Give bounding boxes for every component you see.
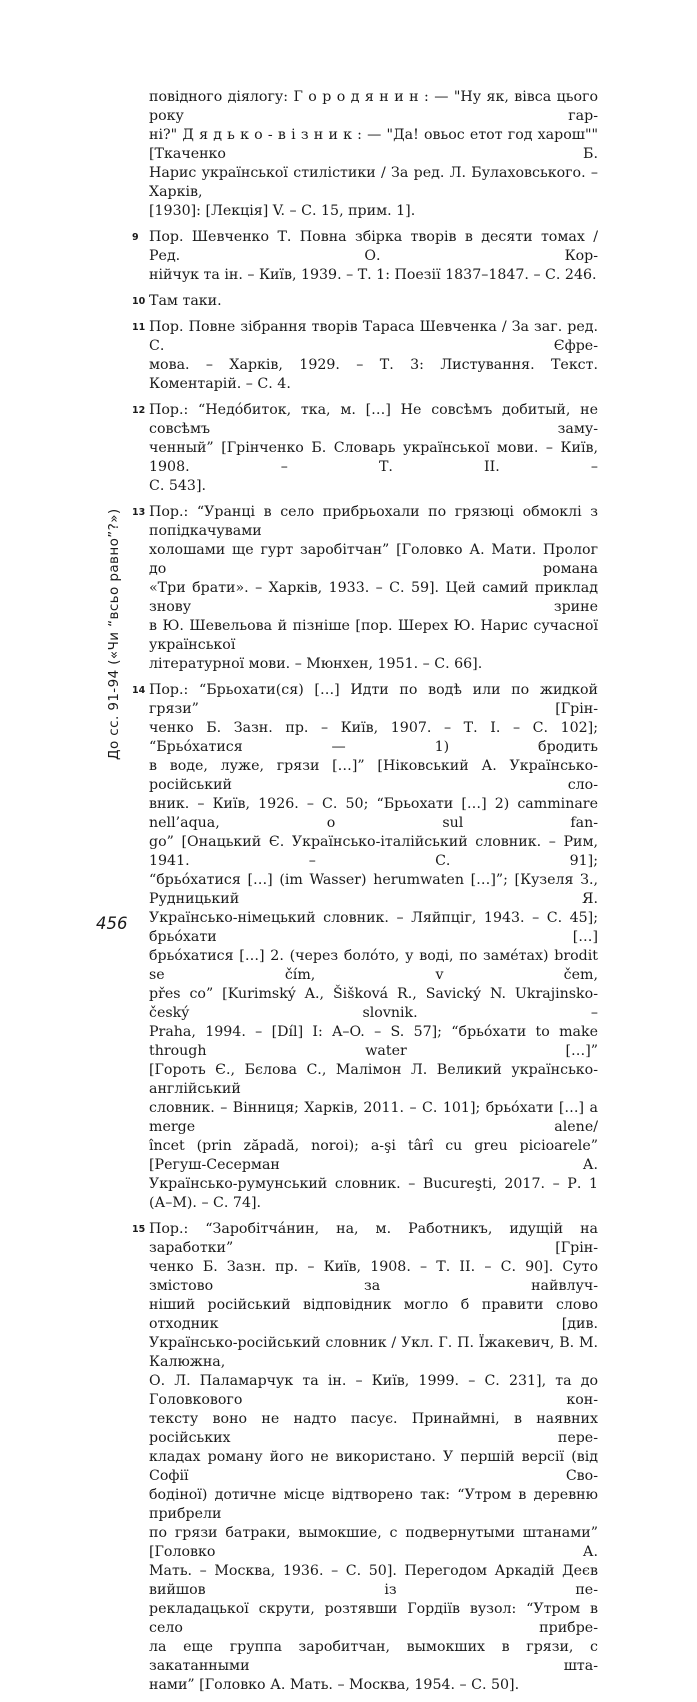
footnotes xyxy=(132,88,598,1702)
footnote-12 xyxy=(132,401,598,496)
footnote-15 xyxy=(132,1220,598,1695)
footnote-14 xyxy=(132,681,598,1213)
page-number: 456 xyxy=(96,914,128,933)
footnote-text: Пор.: “Брьохати(ся) […] Идти по водѣ или по жидкой грязи” [Грін- ченко Б. Зазн. пр. – Київ, 1907. – Т. І. – С. 102]; “Брьóхатися — 1) бродить в воде, луже, грязи […]” [Ніковський А. Українсько-російський сло- вник. – Київ, 1926. – С. 50; “Брьохати […] 2) camminare nell’aqua, o sul fan- go” [Онацький Є. Українсько-італійський словник. – Рим, 1941. – С. 91]; “брьóхатися […] (im Wasser) herumwaten […]”; [Кузеля З., Рудницький Я. Українсько-німецький словник. – Ляйпціг, 1943. – С. 45]; брьóхати […] брьóхатися […] 2. (через болóто, у воді, по замéтах) brodit se čím, v čem, přes co” [Kurimský A., Šišková R., Savický N. Ukrajinsko-český slovnik. – Praha, 1994. – [Díl] I: A–O. – S. 57]; “брьóхати to make through water […]” [Гороть Є., Бєлова С., Малімон Л. Великий українсько-англійський словник. – Вінниця; Харків, 2011. – С. 101]; брьóхати […] a merge alene/ încet (prin zăpadă, noroi); a-şi târî cu greu picioarele” [Регуш-Сесерман А. Українсько-румунський словник. – Bucureşti, 2017. – Р. 1 (А–М). – С. 74]. xyxy=(149,682,598,1211)
footnote-number: 15 xyxy=(132,1224,146,1235)
footnote-number: 13 xyxy=(132,507,146,518)
footnote-text: Пор. Повне зібрання творів Тараса Шевченка / За заг. ред. С. Єфре- мова. – Харків, 1929. – Т. 3: Листування. Текст. Коментарій. – С. 4. xyxy=(149,319,598,392)
footnote-number: 12 xyxy=(132,405,146,416)
footnote-11 xyxy=(132,318,598,394)
footnote-number: 10 xyxy=(132,296,146,307)
footnote-text: Там таки. xyxy=(149,293,222,309)
footnote-10 xyxy=(132,292,598,311)
sidebar-section-reference: До сс. 91-94 («Чи “всьо равно”?») xyxy=(106,508,122,760)
footnote-text: повідного діялогу: Г о р о д я н и н : — "Ну як, вівса цього року гар- ні?" Д я д ь к о - в і з н и к : — "Да! овьос етот год харош"" [Ткаченко Б. Нарис української стилістики / За ред. Л. Булаховського. – Харків, [1930]: [Лекція] V. – С. 15, прим. 1]. xyxy=(149,89,598,219)
footnote-continued xyxy=(132,88,598,221)
footnote-text: Пор.: “Уранці в село прибрьохали по грязюці обмоклі з попідкачувами холошами ще гурт заробітчан” [Головко А. Мати. Пролог до романа «Три брати». – Харків, 1933. – С. 59]. Цей самий приклад знову зрине в Ю. Шевельова й пізніше [пор. Шерех Ю. Нарис сучасної української літературної мови. – Мюнхен, 1951. – С. 66]. xyxy=(149,504,598,672)
footnote-number: 11 xyxy=(132,322,146,333)
footnote-text: Пор.: “Заробітчáнин, на, м. Работникъ, идущій на заработки” [Грін- ченко Б. Зазн. пр. – Київ, 1908. – Т. ІІ. – С. 90]. Суто змістово за найвлуч- ніший російський відповідник могло б правити слово отходник [див. Українсько-російський словник / Укл. Г. П. Їжакевич, В. М. Калюжна, О. Л. Паламарчук та ін. – Київ, 1999. – С. 231], та до Головкового кон- тексту воно не надто пасує. Принаймні, в наявних російських пере- кладах роману його не використано. У першій версії (від Софії Сво- бодіної) дотичне місце відтворено так: “Утром в деревню прибрели по грязи батраки, вымокшие, с подвернутыми штанами” [Головко А. Мать. – Москва, 1936. – С. 50]. Перегодом Аркадій Деєв вийшов із пе- рекладацької скрути, розтявши Гордіїв вузол: “Утром в село прибре- ла еще группа заробитчан, вымокших в грязи, с закатанными шта- нами” [Головко А. Мать. – Москва, 1954. – С. 50]. xyxy=(149,1221,598,1693)
footnote-number: 9 xyxy=(132,232,139,243)
footnote-text: Пор.: “Недóбиток, тка, м. […] Не совсѣмъ добитый, не совсѣмъ заму- ченный” [Грінченко Б. Словарь української мови. – Київ, 1908. – Т. ІІ. – С. 543]. xyxy=(149,402,598,494)
footnote-text: Пор. Шевченко Т. Повна збірка творів в десяти томах / Ред. О. Кор- нійчук та ін. – Київ, 1939. – Т. 1: Поезії 1837–1847. – С. 246. xyxy=(149,229,598,283)
footnote-number: 14 xyxy=(132,685,146,696)
footnote-9 xyxy=(132,228,598,285)
footnote-13 xyxy=(132,503,598,674)
